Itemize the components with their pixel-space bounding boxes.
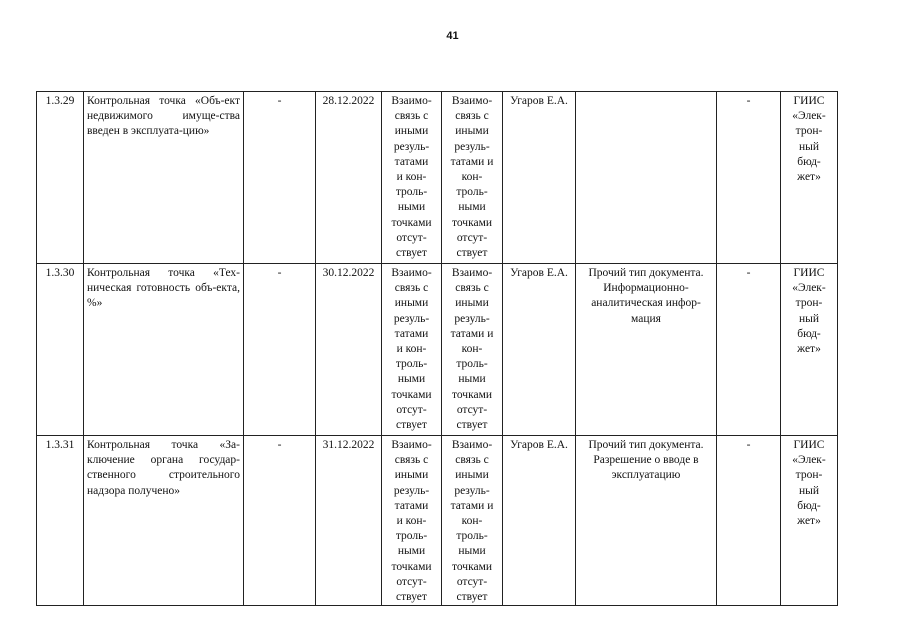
information-system-cell-line: «Элек- [792, 282, 826, 295]
predecessor-link-cell-line: Взаимо- [391, 267, 432, 279]
information-system-cell-line: бюд- [797, 155, 821, 168]
successor-link-cell-line: ствует [456, 419, 488, 432]
row-number: 1.3.29 [37, 92, 84, 264]
successor-link-cell-line: татами и [450, 155, 494, 168]
information-system-cell-line: ГИИС [793, 439, 825, 451]
predecessor-link-cell-line: троль- [395, 358, 428, 371]
document-type-cell-line: Прочий тип документа. [588, 439, 704, 451]
successor-link-cell-line: кон- [461, 343, 483, 356]
successor-link-cell-line: точками [451, 216, 493, 229]
table-row [37, 436, 838, 606]
successor-link-cell-line: кон- [461, 515, 483, 528]
successor-link-cell-line: ными [458, 545, 486, 558]
approval-level-cell: - [717, 92, 781, 264]
successor-link-cell-line: иными [455, 469, 489, 482]
predecessor-link-cell-line: и кон- [396, 343, 427, 356]
control-point-name: Контрольная точка «За-ключение органа государ-ственного строительного надзора получено» [84, 436, 244, 606]
information-system-cell-line: ГИИС [793, 95, 825, 107]
successor-link-cell-line: татами и [450, 327, 494, 340]
successor-link-cell-line: ствует [456, 247, 488, 260]
successor-link-cell-line: отсут- [456, 575, 488, 588]
predecessor-link-cell-line: ными [397, 545, 426, 558]
information-system-cell-line: трон- [795, 469, 823, 482]
predecessor-link-cell-line: татами [394, 327, 429, 340]
predecessor-link-cell-line: связь с [394, 454, 429, 467]
successor-link-cell-line: резуль- [454, 140, 490, 153]
predecessor-link-cell-line: резуль- [393, 312, 430, 325]
table-row [37, 264, 838, 436]
page-number: 41 [446, 30, 459, 42]
predecessor-link-cell-line: и кон- [396, 515, 427, 528]
predecessor-link-cell-line: Взаимо- [391, 95, 432, 107]
successor-link-cell-line: троль- [456, 358, 488, 371]
predecessor-link-cell-line: ными [397, 373, 426, 386]
predecessor-link-cell-line: иными [394, 469, 429, 482]
successor-link-cell-line: ными [458, 373, 486, 386]
information-system-cell-line: ГИИС [793, 267, 825, 279]
successor-link-cell-line: отсут- [456, 231, 488, 244]
document-type-cell [576, 436, 717, 606]
successor-link-cell-line: Взаимо- [451, 95, 493, 107]
start-date-cell: - [244, 264, 316, 436]
predecessor-link-cell-line: отсут- [396, 403, 427, 416]
document-type-cell-line: мация [631, 312, 661, 325]
responsible-person-cell: Угаров Е.А. [503, 264, 576, 436]
successor-link-cell-line: иными [455, 297, 489, 310]
table-row [37, 92, 838, 264]
approval-level-cell: - [717, 436, 781, 606]
document-type-cell-line: эксплуатацию [611, 469, 681, 482]
successor-link-cell-line: Взаимо- [451, 267, 493, 279]
successor-link-cell-line: иными [455, 125, 489, 138]
successor-link-cell-line: точками [451, 388, 493, 401]
predecessor-link-cell [382, 92, 442, 264]
control-point-name: Контрольная точка «Тех-ническая готовность объ-екта, %» [84, 264, 244, 436]
successor-link-cell-line: ными [458, 201, 486, 214]
responsible-person-cell: Угаров Е.А. [503, 92, 576, 264]
predecessor-link-cell-line: и кон- [396, 171, 427, 184]
information-system-cell [781, 264, 838, 436]
information-system-cell-line: ный [798, 484, 820, 497]
predecessor-link-cell-line: точками [391, 388, 432, 401]
information-system-cell-line: «Элек- [792, 110, 826, 123]
row-number: 1.3.30 [37, 264, 84, 436]
end-date-cell: 28.12.2022 [316, 92, 382, 264]
predecessor-link-cell-line: резуль- [393, 484, 430, 497]
predecessor-link-cell-line: связь с [394, 282, 429, 295]
successor-link-cell-line: связь с [455, 282, 489, 295]
successor-link-cell-line: резуль- [454, 484, 490, 497]
end-date-cell: 30.12.2022 [316, 264, 382, 436]
predecessor-link-cell-line: ствует [396, 591, 427, 604]
information-system-cell-line: жет» [797, 515, 821, 528]
information-system-cell [781, 92, 838, 264]
row-number: 1.3.31 [37, 436, 84, 606]
predecessor-link-cell [382, 264, 442, 436]
control-points-table [36, 91, 838, 606]
successor-link-cell-line: ствует [456, 591, 488, 604]
predecessor-link-cell-line: иными [394, 125, 429, 138]
predecessor-link-cell-line: троль- [395, 530, 428, 543]
information-system-cell-line: жет» [797, 343, 821, 356]
predecessor-link-cell-line: ными [397, 201, 426, 214]
approval-level-cell: - [717, 264, 781, 436]
successor-link-cell [442, 436, 503, 606]
successor-link-cell-line: резуль- [454, 312, 490, 325]
predecessor-link-cell-line: ствует [396, 419, 427, 432]
successor-link-cell-line: отсут- [456, 403, 488, 416]
predecessor-link-cell-line: точками [391, 560, 432, 573]
information-system-cell-line: «Элек- [792, 454, 826, 467]
successor-link-cell-line: связь с [455, 110, 489, 123]
successor-link-cell-line: татами и [450, 499, 494, 512]
predecessor-link-cell-line: татами [394, 155, 429, 168]
document-type-cell-line: Прочий тип документа. [588, 267, 704, 279]
document-type-cell-line: аналитическая инфор- [591, 297, 701, 310]
predecessor-link-cell-line: ствует [396, 247, 427, 260]
predecessor-link-cell-line: татами [394, 499, 429, 512]
successor-link-cell-line: троль- [456, 530, 488, 543]
document-type-cell [576, 92, 717, 264]
control-point-name: Контрольная точка «Объ-ект недвижимого имуще-ства введен в эксплуата-цию» [84, 92, 244, 264]
document-type-cell [576, 264, 717, 436]
successor-link-cell-line: троль- [456, 186, 488, 199]
information-system-cell-line: трон- [795, 297, 823, 310]
predecessor-link-cell-line: иными [394, 297, 429, 310]
document-type-cell-line: Информационно- [603, 282, 689, 295]
information-system-cell-line: бюд- [797, 327, 821, 340]
information-system-cell-line: ный [798, 312, 820, 325]
successor-link-cell-line: точками [451, 560, 493, 573]
predecessor-link-cell-line: отсут- [396, 231, 427, 244]
predecessor-link-cell-line: резуль- [393, 140, 430, 153]
information-system-cell [781, 436, 838, 606]
successor-link-cell-line: связь с [455, 454, 489, 467]
information-system-cell-line: жет» [797, 171, 821, 184]
information-system-cell-line: ный [798, 140, 820, 153]
predecessor-link-cell-line: Взаимо- [391, 439, 432, 451]
predecessor-link-cell-line: отсут- [396, 575, 427, 588]
information-system-cell-line: трон- [795, 125, 823, 138]
successor-link-cell [442, 92, 503, 264]
start-date-cell: - [244, 436, 316, 606]
predecessor-link-cell [382, 436, 442, 606]
successor-link-cell [442, 264, 503, 436]
predecessor-link-cell-line: троль- [395, 186, 428, 199]
successor-link-cell-line: кон- [461, 171, 483, 184]
document-type-cell-line: Разрешение о вводе в [593, 454, 699, 467]
responsible-person-cell: Угаров Е.А. [503, 436, 576, 606]
table-body [37, 92, 838, 606]
end-date-cell: 31.12.2022 [316, 436, 382, 606]
successor-link-cell-line: Взаимо- [451, 439, 493, 451]
information-system-cell-line: бюд- [797, 499, 821, 512]
start-date-cell: - [244, 92, 316, 264]
predecessor-link-cell-line: точками [391, 216, 432, 229]
predecessor-link-cell-line: связь с [394, 110, 429, 123]
